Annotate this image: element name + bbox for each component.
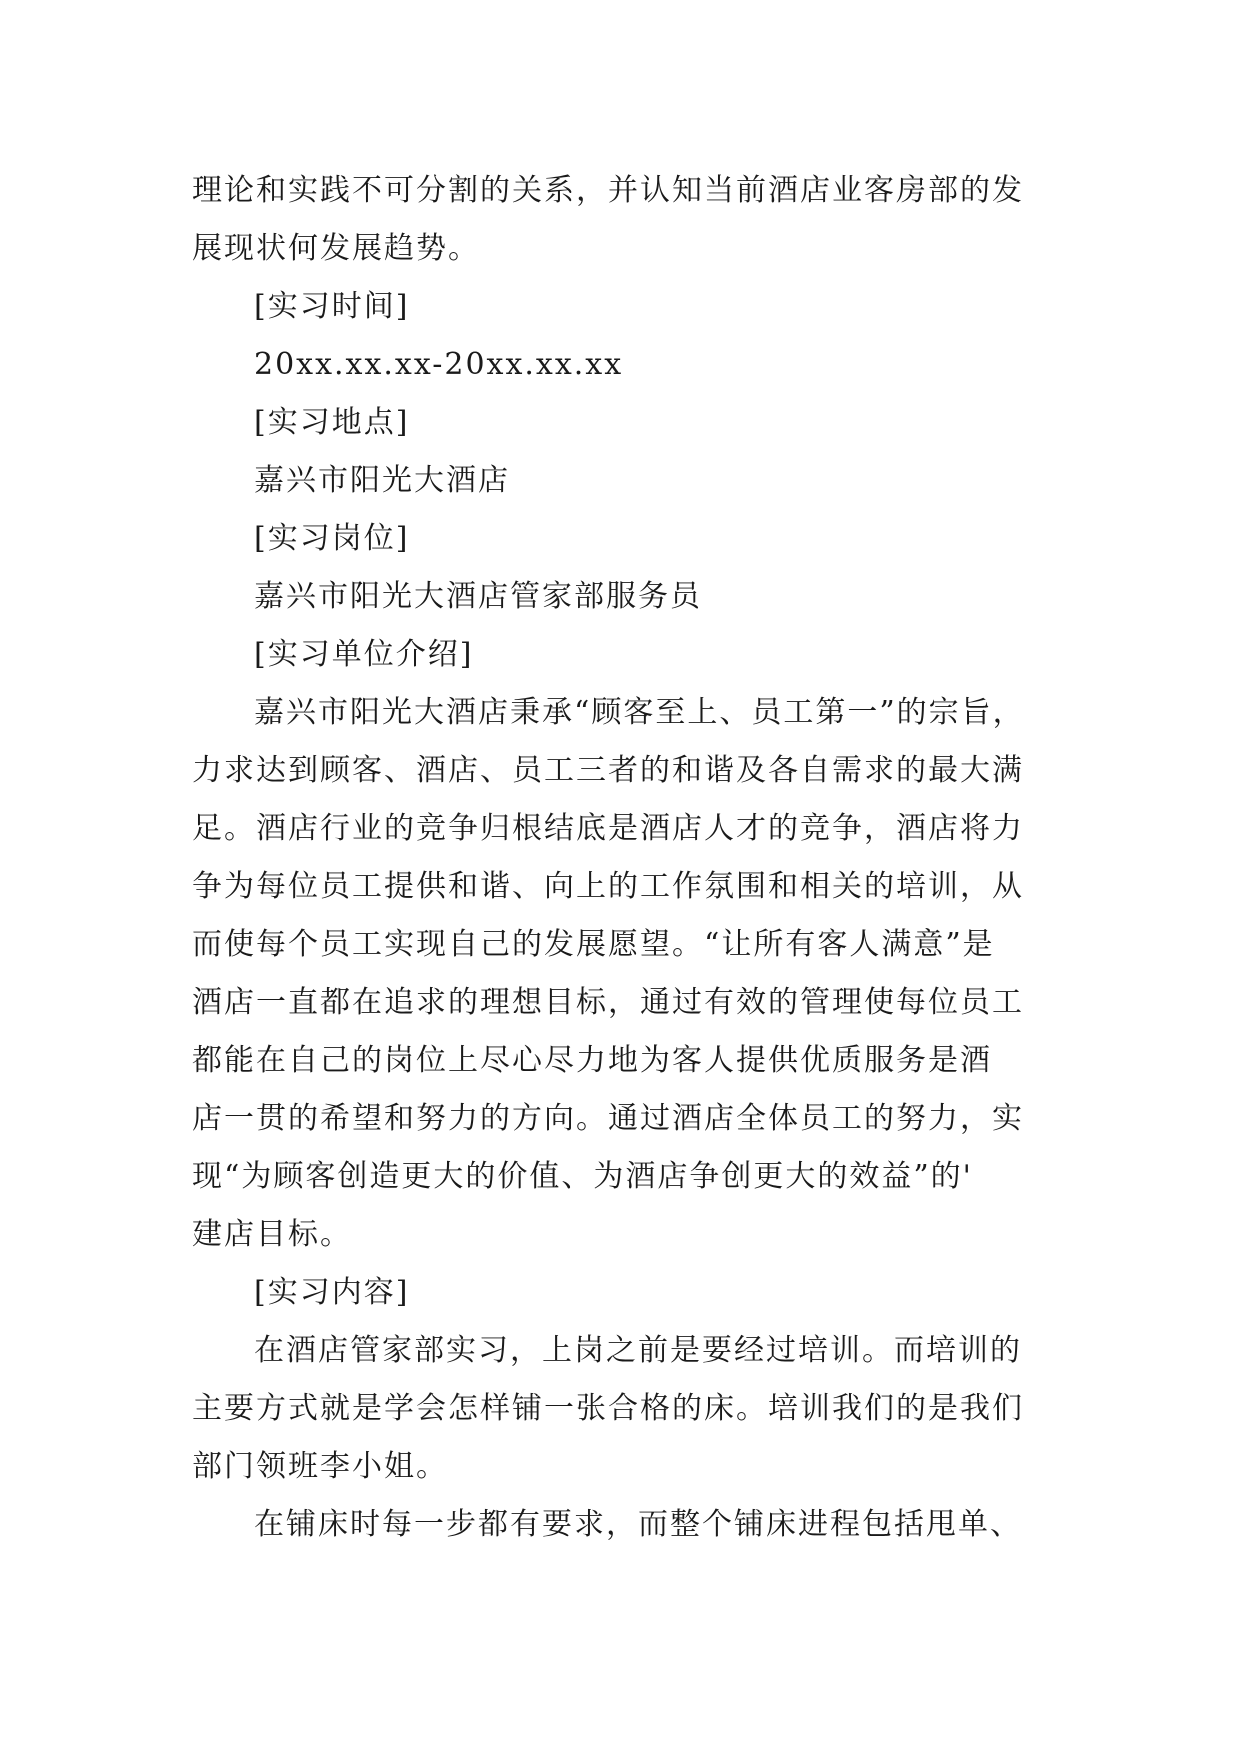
text-line: 现“为顾客创造更大的价值、为酒店争创更大的效益”的' bbox=[192, 1159, 973, 1194]
text-line: 建店目标。 bbox=[192, 1217, 352, 1252]
text-line: 在酒店管家部实习，上岗之前是要经过培训。而培训的 bbox=[254, 1333, 1022, 1368]
section-heading-content: [实习内容] bbox=[254, 1275, 410, 1310]
internship-position: 嘉兴市阳光大酒店管家部服务员 bbox=[254, 579, 702, 614]
text-line: 在铺床时每一步都有要求，而整个铺床进程包括甩单、 bbox=[254, 1507, 1022, 1542]
text-line: 力求达到顾客、酒店、员工三者的和谐及各自需求的最大满 bbox=[192, 753, 1024, 788]
text-line: 嘉兴市阳光大酒店秉承“顾客至上、员工第一”的宗旨， bbox=[254, 695, 1025, 730]
document-body bbox=[192, 162, 1072, 1554]
text-line: 都能在自己的岗位上尽心尽力地为客人提供优质服务是酒 bbox=[192, 1043, 992, 1078]
section-heading-location: [实习地点] bbox=[254, 405, 410, 440]
section-heading-position: [实习岗位] bbox=[254, 521, 410, 556]
text-line: 展现状何发展趋势。 bbox=[192, 231, 480, 266]
section-heading-time: [实习时间] bbox=[254, 289, 410, 324]
internship-location: 嘉兴市阳光大酒店 bbox=[254, 463, 510, 498]
text-line: 足。酒店行业的竞争归根结底是酒店人才的竞争，酒店将力 bbox=[192, 811, 1024, 846]
text-line: 部门领班李小姐。 bbox=[192, 1449, 448, 1484]
text-line: 争为每位员工提供和谐、向上的工作氛围和相关的培训，从 bbox=[192, 869, 1024, 904]
text-line: 理论和实践不可分割的关系，并认知当前酒店业客房部的发 bbox=[192, 173, 1024, 208]
text-line: 酒店一直都在追求的理想目标，通过有效的管理使每位员工 bbox=[192, 985, 1024, 1020]
text-line: 店一贯的希望和努力的方向。通过酒店全体员工的努力，实 bbox=[192, 1101, 1024, 1136]
internship-dates: 20xx.xx.xx-20xx.xx.xx bbox=[254, 347, 624, 382]
text-line: 主要方式就是学会怎样铺一张合格的床。培训我们的是我们 bbox=[192, 1391, 1024, 1426]
text-line: 而使每个员工实现自己的发展愿望。“让所有客人满意”是 bbox=[192, 927, 995, 962]
section-heading-company: [实习单位介绍] bbox=[254, 637, 474, 672]
